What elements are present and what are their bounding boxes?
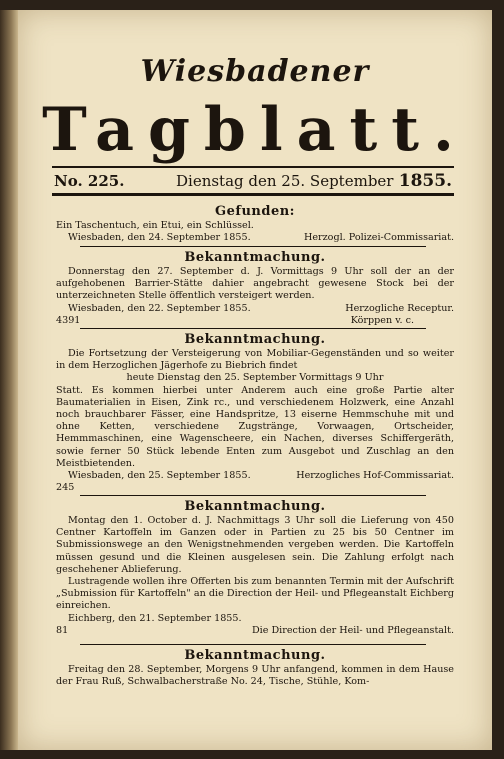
footer-signature: Körppen v. c. [350, 314, 414, 326]
section-line: Ein Taschentuch, ein Etui, ein Schlüssel. [56, 220, 254, 231]
section-heading: Gefunden: [215, 204, 295, 219]
section-divider [80, 246, 426, 247]
issue-date: Dienstag den 25. September [176, 172, 394, 190]
footer-number: 4391 [56, 314, 81, 326]
footer-place-date: Wiesbaden, den 25. September 1855. [68, 470, 251, 482]
section-heading: Bekanntmachung. [184, 250, 326, 265]
masthead-title: Tagblatt. [42, 95, 468, 165]
masthead-rule-top [52, 166, 454, 168]
section-notice-4 [56, 648, 454, 688]
section-divider [80, 644, 426, 645]
section-footer-2 [56, 315, 454, 327]
footer-place-date: Wiesbaden, den 22. September 1855. [68, 302, 251, 314]
section-divider [80, 328, 426, 329]
footer-authority: Die Direction der Heil- und Pflegeanstalt. [251, 624, 454, 636]
section-footer [56, 613, 454, 625]
issue-number: No. 225. [54, 172, 125, 190]
footer-authority: Herzogl. Polizei-Commissariat. [303, 232, 454, 244]
section-text: Die Fortsetzung der Versteigerung von Mobiliar-Gegenständen und so weiter in dem Herzoglichen Jägerhofe zu Biebrich findet [56, 348, 454, 372]
section-notice-2 [56, 332, 454, 494]
footer-place-date: Wiesbaden, den 24. September 1855. [68, 232, 251, 244]
footer-number: 81 [56, 624, 69, 636]
footer-number: 245 [56, 482, 75, 494]
section-heading: Bekanntmachung. [184, 499, 326, 514]
section-divider [80, 495, 426, 496]
section-heading: Bekanntmachung. [184, 332, 326, 347]
section-heading: Bekanntmachung. [184, 648, 326, 663]
section-footer [56, 470, 454, 482]
section-footer-2 [56, 625, 454, 637]
section-text: Lustragende wollen ihre Offerten bis zum benannten Termin mit der Aufschrift „Submission für Kartoffeln" an die Direction der Heil- und Pflegeanstalt Eichberg einreichen. [56, 576, 454, 612]
masthead-rule-bottom [52, 193, 454, 196]
section-text-center: heute Dienstag den 25. September Vormittags 9 Uhr [126, 372, 384, 384]
masthead-city: Wiesbadener [140, 54, 370, 89]
newspaper-page [18, 10, 492, 750]
section-notice-3 [56, 499, 454, 637]
section-notice-1 [56, 250, 454, 327]
footer-place-date: Eichberg, den 21. September 1855. [68, 612, 242, 624]
section-footer-2 [56, 482, 454, 494]
section-text: Statt. Es kommen hierbei unter Anderem auch eine große Partie alter Baumaterialien in Eisen, Zink rc., und verschiedenem Holzwerk, eine Anzahl noch brauchbarer Fässer, eine Handspritze, 13 eiserne Hemmschuhe mit und ohne Ketten, verschiedene Zugstränge, Vorwaagen, Ortscheider, Hemmmaschinen, eine Wagenscheere, ein Nachen, diverses Schiffergeräth, sowie ferner 50 Stück lebende Enten zum Ausgebot und Zuschlag an den Meistbietenden. [56, 384, 454, 469]
section-footer [56, 232, 454, 244]
section-found [56, 204, 454, 244]
book-binding [0, 10, 18, 750]
section-text: Montag den 1. October d. J. Nachmittags 3 Uhr soll die Lieferung von 450 Centner Kartoffeln im Ganzen oder in Partien zu 25 bis 50 Centner im Submissionswege an den Wenigstnehmenden vergeben werden. Die Kartoffeln müssen gesund und die Kleinen ausgelesen sein. Die Zahlung erfolgt nach geschehener Ablieferung. [56, 515, 454, 575]
footer-authority: Herzogliches Hof-Commissariat. [296, 470, 454, 482]
issue-year: 1855. [398, 171, 452, 191]
dateline [52, 170, 454, 192]
section-text: Freitag den 28. September, Morgens 9 Uhr anfangend, kommen in dem Hause der Frau Ruß, Schwalbacherstraße No. 24, Tische, Stühle, Kom- [56, 664, 454, 688]
section-text: Donnerstag den 27. September d. J. Vormittags 9 Uhr soll der an der aufgehobenen Barrier-Stätte dahier angebracht gewesene Stock bei der unterzeichneten Stelle öffentlich versteigert werden. [56, 266, 454, 302]
footer-authority: Herzogliche Receptur. [345, 302, 454, 314]
section-footer [56, 303, 454, 315]
